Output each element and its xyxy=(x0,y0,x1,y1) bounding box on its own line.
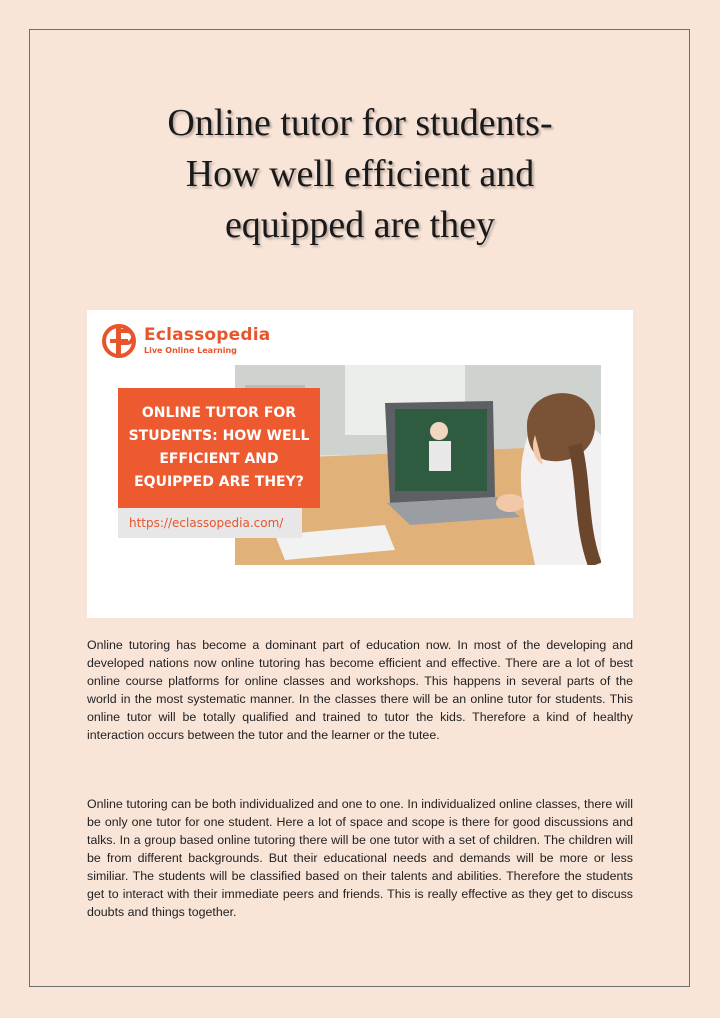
page-title xyxy=(80,98,640,251)
url-bar xyxy=(118,508,302,538)
website-url: https://eclassopedia.com/ xyxy=(129,516,284,530)
paragraph-2: Online tutoring can be both individualized and one to one. In individualized online classes, there will be only one tutor for one student. Here a lot of space and scope is there for good discussions and talks. In a group based online tutoring there will be one tutor with a set of children. The children will be from different backgrounds. But their educational needs and demands will be more or less similiar. The students will be classified based on their talents and abilities. Therefore the students get to interact with their immediate peers and friends. This is really effective as they get to discuss doubts and things together. xyxy=(87,797,633,919)
headline-banner xyxy=(118,388,320,508)
paragraph-1: Online tutoring has become a dominant part of education now. In most of the developing and developed nations now online tutoring has become efficient and effective. There are a lot of best online course platforms for online classes and workshops. This happens in several parts of the world in the most systematic manner. In the classes there will be an online tutor for students. This online tutor will be totally qualified and trained to tutor the kids. Therefore a kind of healthy interaction occurs between the tutor and the learner or the tutee. xyxy=(87,638,633,742)
hero-image xyxy=(87,310,633,618)
logo-name: Eclassopedia xyxy=(144,325,271,345)
title-line-2: How well efficient and xyxy=(185,153,535,195)
brand-logo xyxy=(102,322,271,364)
banner-text: ONLINE TUTOR FOR STUDENTS: HOW WELL EFFICIENT AND EQUIPPED ARE THEY? xyxy=(128,405,310,490)
title-line-1: Online tutor for students- xyxy=(167,102,553,144)
eclassopedia-logo-icon xyxy=(102,322,136,360)
title-line-3: equipped are they xyxy=(224,204,496,246)
logo-tagline: Live Online Learning xyxy=(144,346,237,355)
